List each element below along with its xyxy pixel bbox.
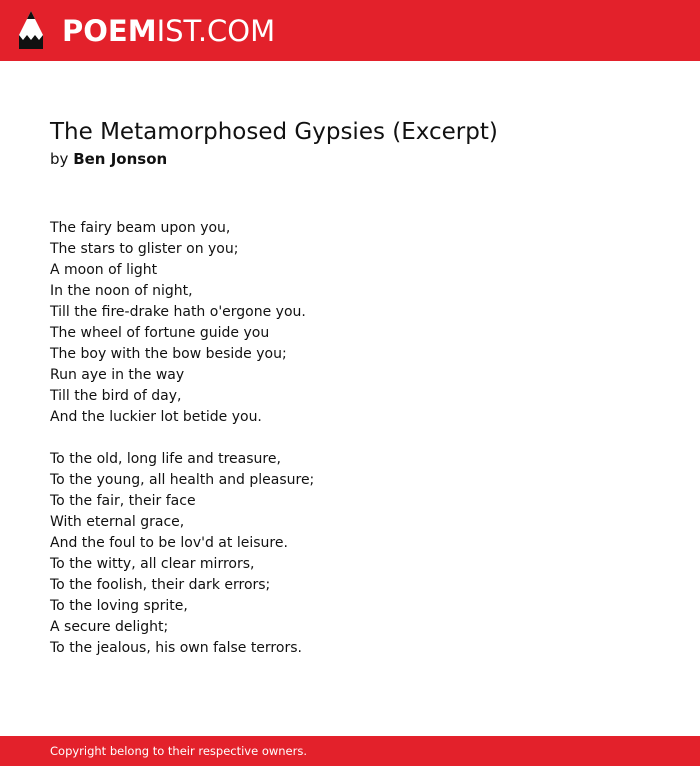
poem-byline [50,149,167,169]
poem-line: Run aye in the way [50,367,185,383]
poem-line: To the loving sprite, [50,598,188,614]
poem-line: With eternal grace, [50,514,185,530]
poem-title: The Metamorphosed Gypsies (Excerpt) [50,119,498,145]
poem-line: To the foolish, their dark errors; [50,577,271,593]
poem-body [50,218,650,680]
by-prefix: by [50,150,69,168]
poem-line: A secure delight; [50,619,169,635]
poem-line: The wheel of fortune guide you [50,325,270,341]
poem-line: The boy with the bow beside you; [50,346,287,362]
copyright-text: Copyright belong to their respective owners. [50,744,308,758]
poem-line: And the foul to be lov'd at leisure. [50,535,288,551]
poem-line: To the jealous, his own false terrors. [50,640,302,656]
brand-bold: POEM [62,14,157,48]
poem-line: The fairy beam upon you, [50,220,231,236]
poem-line: Till the bird of day, [50,388,182,404]
poem-line: In the noon of night, [50,283,193,299]
poem-line: To the witty, all clear mirrors, [50,556,255,572]
site-header [0,0,700,61]
poem-line: To the young, all health and pleasure; [50,472,315,488]
poem-line: And the luckier lot betide you. [50,409,262,425]
poem-line: To the old, long life and treasure, [50,451,281,467]
stanza [50,449,650,659]
site-footer [0,736,700,766]
stanza [50,218,650,428]
poem-line: A moon of light [50,262,158,278]
poem-line: To the fair, their face [50,493,196,509]
site-brand[interactable] [62,14,275,48]
pencil-tip-icon[interactable] [18,10,44,50]
poem-line: The stars to glister on you; [50,241,239,257]
brand-light: IST.COM [156,14,276,48]
poem-line: Till the fire-drake hath o'ergone you. [50,304,306,320]
poem-author: Ben Jonson [73,150,168,168]
